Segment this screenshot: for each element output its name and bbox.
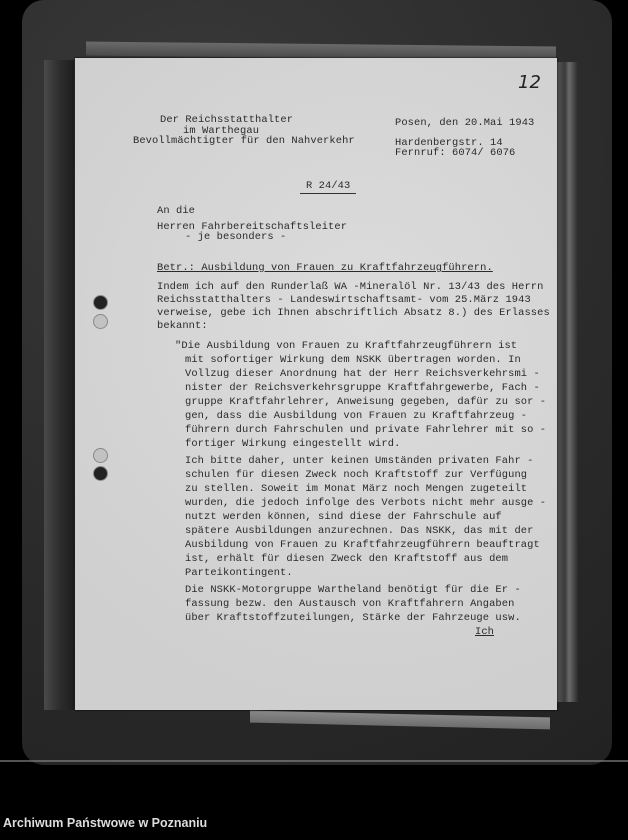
punch-hole xyxy=(93,314,108,329)
recipient-line-3: - je besonders - xyxy=(185,231,287,243)
address: Hardenbergstr. 14 xyxy=(395,137,503,149)
intro-line: verweise, gebe ich Ihnen abschriftlich Absatz 8.) des Erlasses xyxy=(157,307,550,319)
recipient-line-1: An die xyxy=(157,205,196,217)
punch-hole xyxy=(93,466,108,481)
quote-line: nister der Reichsverkehrsgruppe Kraftfahrgewerbe, Fach - xyxy=(185,382,540,394)
quote-line: fortiger Wirkung eingestellt wird. xyxy=(185,438,401,450)
paragraph-2-line: spätere Ausbildungen anzurechnen. Das NSKK, das mit der xyxy=(185,525,534,537)
intro-line: Indem ich auf den Runderlaß WA -Mineralöl Nr. 13/43 des Herrn xyxy=(157,281,544,293)
paragraph-2-line: nutzt werden können, sind diese der Fahrschule auf xyxy=(185,511,502,523)
quote-line: mit sofortiger Wirkung dem NSKK übertragen worden. In xyxy=(185,354,521,366)
archive-watermark: Archiwum Państwowe w Poznaniu xyxy=(3,816,208,830)
paragraph-3-line: fassung bezw. den Austausch von Kraftfahrern Angaben xyxy=(185,598,515,610)
folio-number: 12 xyxy=(518,72,541,93)
paragraph-2-line: Ausbildung von Frauen zu Kraftfahrzeugführern beauftragt xyxy=(185,539,540,551)
catchword: Ich xyxy=(475,626,495,638)
recipient-line-2: Herren Fahrbereitschaftsleiter xyxy=(157,221,348,233)
paragraph-2-line: schulen für diesen Zweck noch Kraftstoff zur Verfügung xyxy=(185,469,528,481)
paragraph-2-line: Parteikontingent. xyxy=(185,567,293,579)
intro-line: bekannt: xyxy=(157,320,208,332)
paragraph-2-line: ist, erhält für diesen Zweck den Kraftstoff aus dem xyxy=(185,553,509,565)
quote-line: führern durch Fahrschulen und private Fahrlehrer mit so - xyxy=(185,424,547,436)
page-stack-left-edge xyxy=(44,60,74,710)
sender-line-1: Der Reichsstatthalter xyxy=(160,114,294,126)
punch-hole xyxy=(93,448,108,463)
quote-line: "Die Ausbildung von Frauen zu Kraftfahrzeugführern ist xyxy=(175,340,518,352)
quote-line: Vollzug dieser Anordnung hat der Herr Reichsverkehrsmi - xyxy=(185,368,540,380)
film-scratch-line xyxy=(0,760,628,762)
paragraph-3-line: über Kraftstoffzuteilungen, Stärke der Fahrzeuge usw. xyxy=(185,612,521,624)
paragraph-3-line: Die NSKK-Motorgruppe Wartheland benötigt für die Er - xyxy=(185,584,521,596)
intro-line: Reichsstatthalters - Landeswirtschaftsamt- vom 25.März 1943 xyxy=(157,294,531,306)
subject-line: Betr.: Ausbildung von Frauen zu Kraftfahrzeugführern. xyxy=(157,262,493,274)
page-stack-right-edge xyxy=(556,62,578,702)
phone: Fernruf: 6074/ 6076 xyxy=(395,147,516,159)
paragraph-2-line: Ich bitte daher, unter keinen Umständen privaten Fahr - xyxy=(185,455,534,467)
place-date: Posen, den 20.Mai 1943 xyxy=(395,117,535,129)
punch-hole xyxy=(93,295,108,310)
paragraph-2-line: wurden, die jedoch infolge des Verbots nicht mehr ausge - xyxy=(185,497,547,509)
sender-line-2: im Warthegau xyxy=(183,125,260,137)
paragraph-2-line: zu stellen. Soweit im Monat März noch Mengen zugeteilt xyxy=(185,483,528,495)
sender-line-3: Bevollmächtigter für den Nahverkehr xyxy=(133,135,355,147)
quote-line: gen, dass die Ausbildung von Frauen zu Kraftfahrzeug - xyxy=(185,410,528,422)
reference-number: R 24/43 xyxy=(300,180,356,194)
quote-line: gruppe Kraftfahrlehrer, Anweisung gegeben, dafür zu sor - xyxy=(185,396,547,408)
